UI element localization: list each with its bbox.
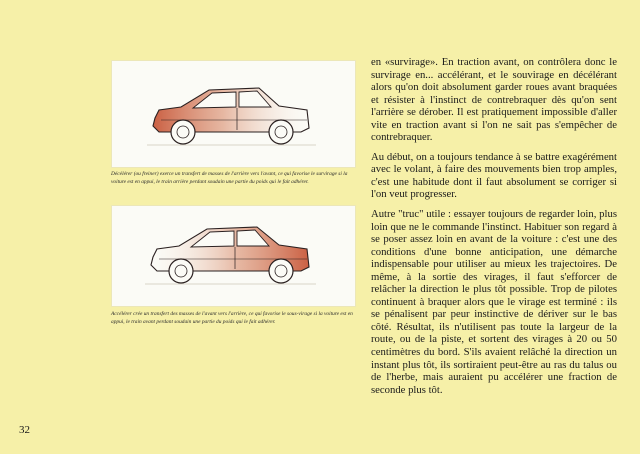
figure-acceleration [111,205,356,307]
page-number: 32 [19,424,30,436]
car-rear-wheel [269,120,293,144]
figure-caption-acceleration: Accélérer crée un transfert des masses de l'avant vers l'arrière, ce qui favorise le sous-virage si la voiture est en appui, le train avant perdant soudain une partie du poids qui le fait adhérer. [111,311,353,325]
body-paragraph: en «survirage». En traction avant, on contrôlera donc le survirage en... accélérant, et le souvirage en décélérant alors qu'on doit absolument garder roues avant braquées et résister à l'instinct de contrebraquer dès qu'on sent l'arrière se dérober. Il est pratiquement impossible d'aller vite en traction avant si l'on ne sait pas s'empêcher de contrebraquer. [371,56,617,144]
figure-deceleration [111,60,356,168]
body-text-column [371,56,617,403]
car-illustration-deceleration [111,60,356,168]
car-rear-wheel [269,259,293,283]
body-paragraph: Autre "truc" utile : essayer toujours de regarder loin, plus loin que ne le commande l'instinct. Habituer son regard à se poser assez loin en avant de la voiture : c'est une des conditions d'une bonne anticipation, une démarche indispensable pour utiliser au mieux les trajectoires. De même, à la sortie des virages, il faut s'efforcer de relâcher la direction le plus tôt possible. Trop de pilotes continuent à braquer alors que le virage est terminé : ils se pénalisent par peur instinctive de dériver sur le bas côté. Résultat, ils n'utilisent pas toute la largeur de la route, ou de la piste, et sortent des virages à 20 ou 50 centimètres du bord. S'ils avaient relâché la direction un instant plus tôt, ils sortiraient peut-être au ras du talus ou de l'herbe, mais auraient pu accélérer une fraction de seconde plus tôt. [371,208,617,396]
car-front-wheel [169,259,193,283]
car-illustration-acceleration [111,205,356,307]
figure-caption-deceleration: Décélérer (ou freiner) exerce un transfert de masses de l'arrière vers l'avant, ce qui favorise le survirage si la voiture est en appui, le train arrière perdant soudain une partie du poids qui le fait adhérer. [111,171,348,185]
car-front-wheel [171,120,195,144]
body-paragraph: Au début, on a toujours tendance à se battre exagérément avec le volant, à faire des mouvements bien trop amples, c'est une habitude dont il faut absolument se corriger si l'on veut progresser. [371,150,617,201]
